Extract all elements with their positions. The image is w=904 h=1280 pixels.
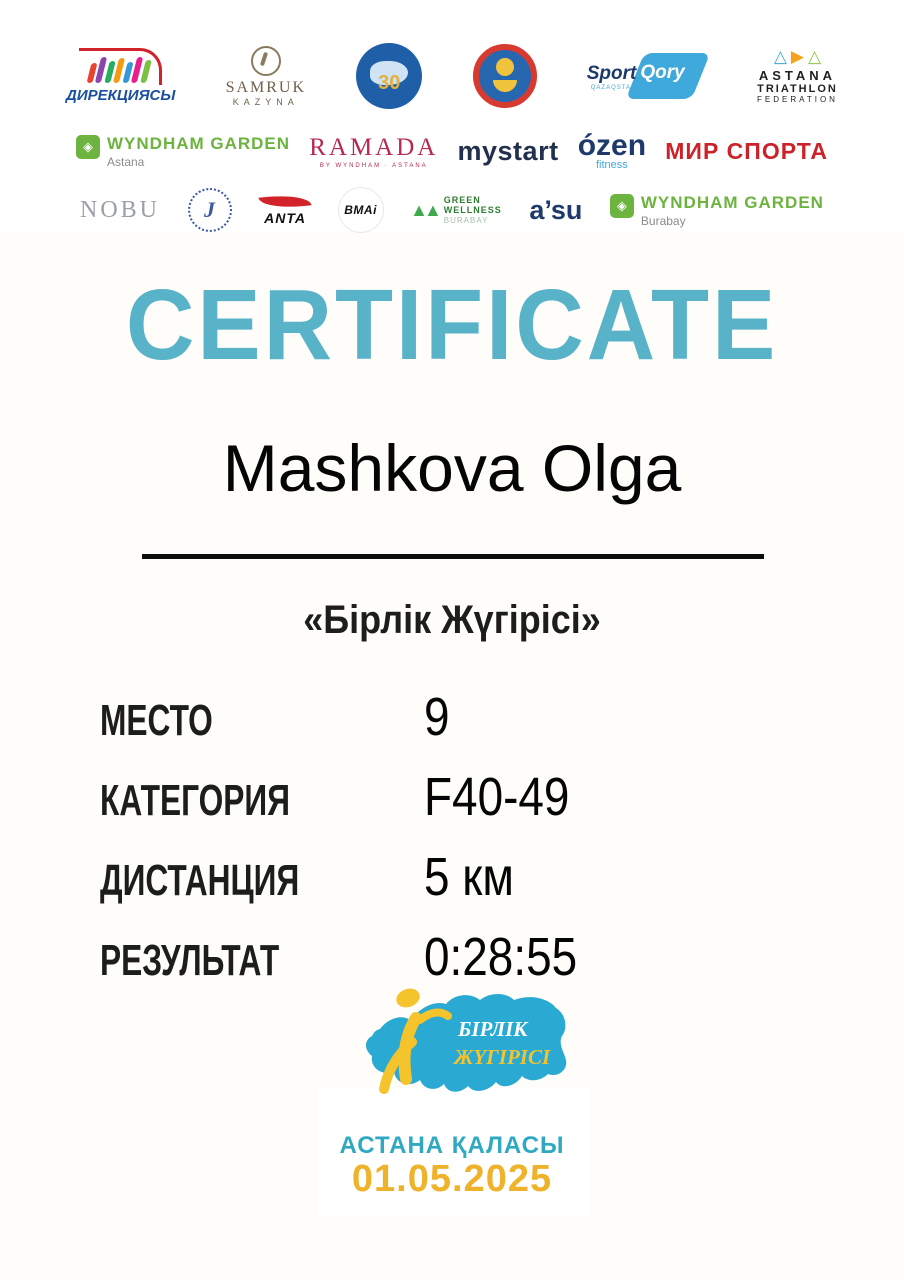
kazakhstan-map-icon	[366, 994, 566, 1092]
sponsor-label: NOBU	[80, 196, 161, 223]
sponsor-label: RAMADA	[309, 133, 439, 161]
sponsor-label: Burabay	[640, 213, 686, 228]
detail-label: ДИСТАНЦИЯ	[100, 856, 300, 905]
sponsor-ozen-fitness-logo	[577, 128, 647, 171]
sponsor-label: KAZYNA	[232, 96, 299, 107]
sponsor-row-2	[76, 124, 828, 178]
wyndham-diamond-icon: ◈	[610, 194, 634, 218]
detail-value: 0:28:55	[424, 927, 578, 987]
sponsor-asu-logo	[529, 195, 582, 226]
sponsor-wyndham-garden-burabay-logo	[610, 193, 824, 228]
detail-row-place	[100, 686, 780, 766]
sponsor-label: GREEN	[443, 195, 481, 206]
sponsor-label: ДИРЕКЦИЯСЫ	[66, 87, 176, 104]
sponsor-label: a’su	[529, 194, 583, 225]
sponsor-green-wellness-logo	[410, 195, 502, 225]
sponsor-label: BURABAY	[443, 215, 489, 225]
sponsor-label: ózen	[577, 128, 647, 162]
sponsor-label: fitness	[596, 158, 628, 171]
astana-city-emblem-icon	[473, 44, 537, 108]
certificate-title: CERTIFICATE	[125, 269, 779, 381]
triathlon-triangles-icon	[774, 48, 821, 65]
sponsor-mir-sporta-logo	[665, 138, 828, 165]
result-details	[100, 686, 780, 1006]
sponsor-nobu-logo	[80, 197, 160, 224]
sponsor-label: ASTANA	[758, 68, 837, 83]
runners-icon	[79, 48, 162, 85]
name-underline	[142, 554, 764, 559]
birlik-zhugirisi-logo	[330, 984, 570, 1102]
sponsor-label: WYNDHAM GARDEN	[640, 192, 824, 212]
sponsor-label: Qory	[640, 62, 685, 83]
detail-value: 5 км	[424, 847, 514, 907]
detail-value: 9	[424, 687, 450, 747]
sponsor-samruk-kazyna-logo	[226, 46, 306, 107]
detail-row-category	[100, 766, 780, 846]
sponsor-sport-qory-logo	[587, 51, 707, 101]
triangle-icon: ▶	[790, 47, 804, 66]
sponsor-label: WELLNESS	[443, 205, 502, 216]
sponsor-label: МИР СПОРТА	[665, 137, 828, 164]
sponsor-label: FEDERATION	[756, 95, 838, 104]
sponsor-label: TRIATHLON	[757, 83, 838, 95]
kazakhstan-30-emblem-icon	[356, 43, 422, 109]
detail-label: РЕЗУЛЬТАТ	[100, 936, 280, 985]
triangle-icon: △	[773, 47, 787, 66]
event-name: «Бірлік Жүгірісі»	[303, 598, 601, 642]
sponsor-logo-band	[0, 0, 904, 232]
sponsor-label: Astana	[107, 154, 145, 169]
sponsor-label: ANTA	[264, 209, 306, 226]
triangle-icon: △	[808, 47, 822, 66]
detail-value: F40-49	[424, 767, 570, 827]
event-date: 01.05.2025	[351, 1158, 553, 1200]
sponsor-ramada-logo	[309, 134, 438, 169]
sponsor-label: BY WYNDHAM · ASTANA	[319, 162, 428, 169]
detail-row-distance	[100, 846, 780, 926]
sponsor-label: Sport	[586, 63, 637, 84]
sponsor-mystart-logo	[458, 136, 559, 167]
sponsor-row-1	[66, 34, 838, 118]
sponsor-wyndham-garden-astana-logo	[76, 134, 290, 169]
sponsor-bmai-logo: BMAi	[339, 188, 383, 232]
sponsor-label: QAZAQSTAN	[590, 85, 637, 91]
sponsor-label: mystart	[457, 135, 559, 166]
sponsor-anta-logo	[259, 195, 311, 226]
sponsor-label: WYNDHAM GARDEN	[107, 133, 291, 153]
trees-icon: ▲▲	[410, 200, 438, 220]
recipient-name: Mashkova Olga	[222, 431, 682, 505]
samruk-ornament-icon	[251, 46, 281, 76]
logo-text-line2: ЖҮГІРІСІ	[454, 1045, 551, 1069]
sponsor-label: SAMRUK	[225, 78, 307, 96]
detail-label: МЕСТО	[100, 696, 213, 745]
detail-label: КАТЕГОРИЯ	[100, 776, 290, 825]
wyndham-diamond-icon: ◈	[76, 135, 100, 159]
sponsor-joma-logo: J	[188, 188, 232, 232]
anta-swoosh-icon	[259, 192, 312, 210]
sponsor-sport-directorate-logo	[66, 48, 175, 104]
sponsor-row-3	[80, 186, 824, 234]
sponsor-label: 30	[378, 71, 401, 94]
sponsor-astana-triathlon-logo	[757, 48, 838, 104]
event-city: АСТАНА ҚАЛАСЫ	[339, 1132, 565, 1159]
logo-text-line1: БІРЛІК	[458, 1017, 528, 1041]
